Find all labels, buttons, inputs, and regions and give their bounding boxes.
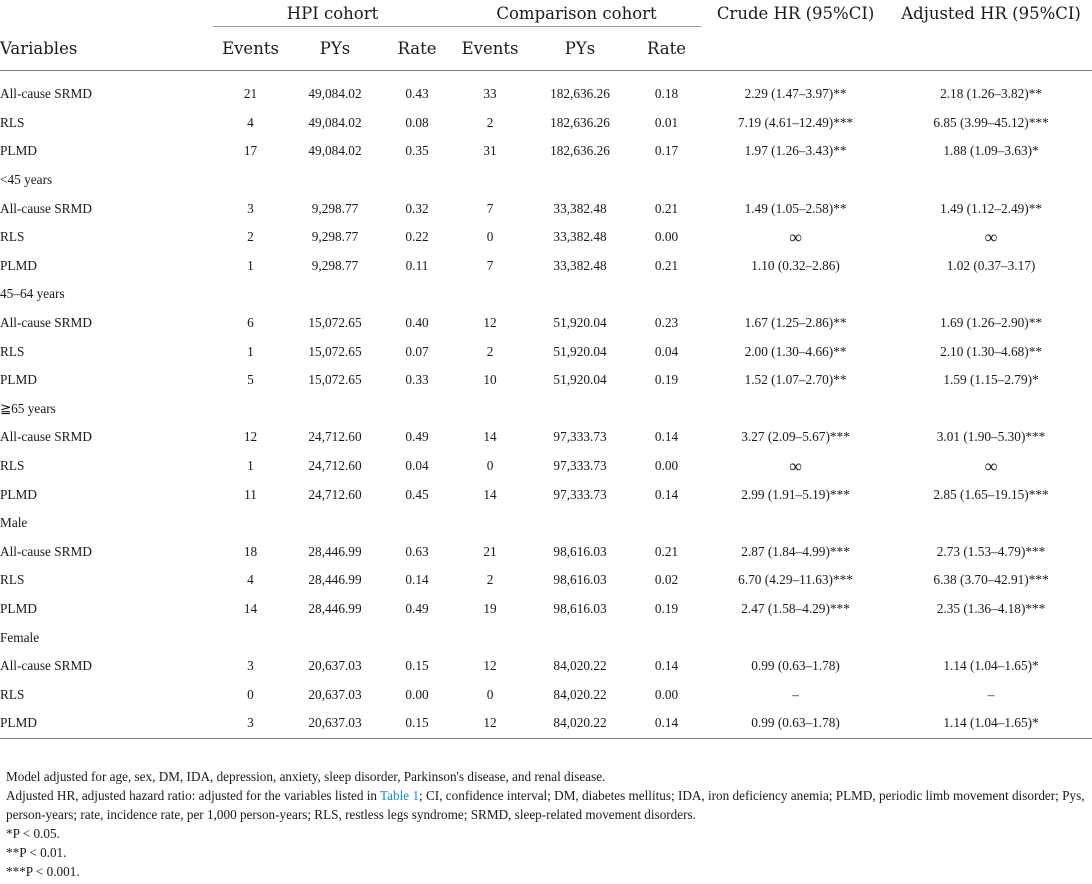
row-label: PLMD xyxy=(0,372,37,388)
hpi-pys-cell: 9,298.77 xyxy=(311,257,359,273)
hpi-pys-cell: 24,712.60 xyxy=(308,486,362,502)
comparison-pys-cell: 84,020.22 xyxy=(528,709,632,738)
rate-header: Rate xyxy=(382,27,452,71)
comparison-events-cell: 19 xyxy=(483,600,497,616)
row-label: All-cause SRMD xyxy=(0,429,92,445)
hpi-rate-cell: 0.11 xyxy=(405,257,429,273)
comparison-events-cell: 33 xyxy=(483,86,497,102)
table-row xyxy=(0,252,1092,281)
hpi-pys-cell: 24,712.60 xyxy=(308,458,362,474)
comparison-rate-cell: 0.14 xyxy=(654,658,679,674)
comparison-pys-cell: 84,020.22 xyxy=(553,686,607,702)
table-row xyxy=(0,80,1092,109)
comparison-pys-cell: 98,616.03 xyxy=(553,572,607,588)
hpi-pys-cell: 28,446.99 xyxy=(308,600,362,616)
crude-hr-cell: 1.10 (0.32–2.86) xyxy=(751,257,840,273)
hpi-events-cell: 12 xyxy=(243,429,258,445)
abbreviations-footnote xyxy=(6,786,1088,824)
comparison-events-cell: 0 xyxy=(486,229,494,245)
hpi-events-cell: 1 xyxy=(247,257,254,273)
events-header: Events xyxy=(213,27,288,71)
table1-link[interactable]: Table 1 xyxy=(380,788,420,803)
abbrev-text-rest: ; CI, confidence interval; DM, diabetes mellitus; IDA, iron deficiency anemia; PLMD, periodic limb movement disorder; Pys, person-years; rate, incidence rate, per 1,000 person-years; RLS, restless legs syndrome; SRMD, sleep-related movement disorders. xyxy=(6,788,1085,822)
comparison-cohort-header: Comparison cohort xyxy=(452,0,701,27)
hpi-events-cell: 2 xyxy=(247,229,254,245)
comparison-rate-cell: 0.17 xyxy=(654,143,679,159)
comparison-rate-cell: 0.02 xyxy=(654,572,679,588)
table-row xyxy=(0,680,1092,709)
row-label: RLS xyxy=(0,229,25,245)
comparison-pys-cell: 33,382.48 xyxy=(553,257,607,273)
hpi-pys-cell: 28,446.99 xyxy=(308,572,362,588)
p01-footnote: **P < 0.01. xyxy=(6,845,67,860)
crude-hr-cell: 1.49 (1.05–2.58)** xyxy=(744,200,847,216)
section-label: Female xyxy=(0,629,40,645)
comparison-rate-cell: 0.21 xyxy=(654,543,679,559)
table-row xyxy=(0,137,1092,166)
table-row xyxy=(0,109,1092,138)
comparison-pys-cell: 98,616.03 xyxy=(553,600,607,616)
adjusted-hr-cell: – xyxy=(987,686,995,702)
adjusted-hr-cell: ∞ xyxy=(984,226,998,247)
row-label: RLS xyxy=(0,114,25,130)
table-row xyxy=(0,452,1092,481)
adjusted-hr-cell: 1.02 (0.37–3.17) xyxy=(946,257,1036,273)
p05-footnote: *P < 0.05. xyxy=(6,826,60,841)
comparison-events-cell: 12 xyxy=(483,658,497,674)
crude-hr-cell: 3.27 (2.09–5.67)*** xyxy=(741,429,850,445)
p001-footnote: ***P < 0.001. xyxy=(6,864,80,879)
table-row xyxy=(0,538,1092,567)
table-row xyxy=(0,423,1092,452)
comparison-events-cell: 0 xyxy=(486,686,494,702)
comparison-pys-cell: 51,920.04 xyxy=(553,343,607,359)
hpi-rate-cell: 0.33 xyxy=(405,372,429,388)
hpi-rate-cell: 0.15 xyxy=(405,658,429,674)
adjusted-hr-cell: 1.59 (1.15–2.79)* xyxy=(943,372,1039,388)
abbrev-text: Adjusted HR, adjusted hazard ratio: adjusted for the variables listed in xyxy=(6,788,381,803)
table-row xyxy=(0,709,1092,738)
hpi-rate-cell: 0.45 xyxy=(405,486,429,502)
comparison-rate-cell: 0.19 xyxy=(654,600,679,616)
crude-hr-cell: 1.52 (1.07–2.70)** xyxy=(744,372,847,388)
comparison-events-cell: 0 xyxy=(486,458,494,474)
hpi-events-cell: 11 xyxy=(244,486,257,502)
hpi-rate-cell: 0.43 xyxy=(405,86,429,102)
hpi-rate-cell: 0.49 xyxy=(405,600,429,616)
comparison-pys-cell: 33,382.48 xyxy=(553,200,607,216)
adjusted-hr-cell: 2.35 (1.36–4.18)*** xyxy=(936,600,1046,616)
hpi-rate-cell: 0.08 xyxy=(405,114,429,130)
adjusted-hr-cell: 2.18 (1.26–3.82)** xyxy=(940,86,1043,102)
comparison-pys-cell: 182,636.26 xyxy=(550,143,610,159)
section-label: <45 years xyxy=(0,172,53,188)
row-label: All-cause SRMD xyxy=(0,86,92,102)
section-row xyxy=(0,280,1092,309)
section-row xyxy=(0,509,1092,538)
hpi-events-cell: 0 xyxy=(247,686,254,702)
adjusted-hr-subheader xyxy=(890,27,1092,71)
adjusted-hr-cell: ∞ xyxy=(984,455,998,476)
comparison-events-cell: 7 xyxy=(486,257,494,273)
table-row xyxy=(0,480,1092,509)
hpi-events-cell: 17 xyxy=(243,143,258,159)
adjusted-hr-cell: 6.38 (3.70–42.91)*** xyxy=(933,572,1049,588)
adjusted-hr-cell: 1.14 (1.04–1.65)* xyxy=(943,658,1039,674)
comparison-pys-cell: 51,920.04 xyxy=(553,315,607,331)
pys-header: PYs xyxy=(528,27,632,71)
crude-hr-cell: 2.29 (1.47–3.97)** xyxy=(744,86,847,102)
comparison-events-cell: 2 xyxy=(486,343,494,359)
comparison-pys-cell: 97,333.73 xyxy=(553,486,607,502)
crude-hr-header: Crude HR (95%CI) xyxy=(716,3,875,23)
crude-hr-cell: 1.97 (1.26–3.43)** xyxy=(744,143,847,159)
crude-hr-cell: 2.99 (1.91–5.19)*** xyxy=(741,486,850,502)
hpi-pys-cell: 9,298.77 xyxy=(311,229,359,245)
hpi-pys-cell: 9,298.77 xyxy=(311,200,359,216)
section-row xyxy=(0,623,1092,652)
crude-hr-cell: 0.99 (0.63–1.78) xyxy=(701,709,890,738)
adjusted-hr-cell: 3.01 (1.90–5.30)*** xyxy=(936,429,1046,445)
table-row xyxy=(0,194,1092,223)
crude-hr-cell: 7.19 (4.61–12.49)*** xyxy=(737,114,854,130)
row-label: All-cause SRMD xyxy=(0,658,92,674)
adjusted-hr-cell: 1.88 (1.09–3.63)* xyxy=(943,143,1039,159)
comparison-pys-cell: 97,333.73 xyxy=(553,429,607,445)
comparison-rate-cell: 0.19 xyxy=(654,372,679,388)
adjusted-hr-header: Adjusted HR (95%CI) xyxy=(901,3,1081,23)
comparison-events-cell: 10 xyxy=(483,372,497,388)
hpi-events-cell: 3 xyxy=(247,200,254,216)
hpi-events-cell: 3 xyxy=(247,658,254,674)
hpi-pys-cell: 15,072.65 xyxy=(308,343,362,359)
comparison-rate-cell: 0.01 xyxy=(654,114,679,130)
comparison-pys-cell: 51,920.04 xyxy=(553,372,607,388)
row-label: PLMD xyxy=(0,600,37,616)
crude-hr-cell: – xyxy=(792,686,799,702)
model-footnote: Model adjusted for age, sex, DM, IDA, depression, anxiety, sleep disorder, Parkinson's disease, and renal disease. xyxy=(6,769,606,784)
crude-hr-cell: ∞ xyxy=(789,226,802,247)
hpi-pys-cell: 49,084.02 xyxy=(308,86,362,102)
hpi-pys-cell: 49,084.02 xyxy=(308,143,362,159)
hpi-events-cell: 18 xyxy=(243,543,258,559)
comparison-pys-cell: 97,333.73 xyxy=(553,458,607,474)
adjusted-hr-cell: 1.14 (1.04–1.65)* xyxy=(890,709,1092,738)
comparison-rate-cell: 0.04 xyxy=(654,343,679,359)
hpi-rate-cell: 0.14 xyxy=(405,572,429,588)
row-label: RLS xyxy=(0,458,25,474)
table-row xyxy=(0,652,1092,681)
events-header: Events xyxy=(452,27,528,71)
hpi-pys-cell: 49,084.02 xyxy=(308,114,362,130)
comparison-events-cell: 21 xyxy=(483,543,497,559)
comparison-events-cell: 7 xyxy=(486,200,494,216)
comparison-events-cell: 14 xyxy=(483,486,497,502)
section-row xyxy=(0,395,1092,424)
hpi-cohort-header: HPI cohort xyxy=(213,0,452,27)
hpi-events-cell: 1 xyxy=(247,458,254,474)
hpi-rate-cell: 0.04 xyxy=(405,458,429,474)
comparison-events-cell: 2 xyxy=(486,572,494,588)
row-label: All-cause SRMD xyxy=(0,200,92,216)
section-row xyxy=(0,166,1092,195)
hpi-events-cell: 14 xyxy=(243,600,258,616)
hpi-rate-cell: 0.22 xyxy=(405,229,429,245)
comparison-events-cell: 12 xyxy=(452,709,528,738)
section-label: 45–64 years xyxy=(0,286,65,302)
hpi-rate-cell: 0.49 xyxy=(405,429,429,445)
hpi-rate-cell: 0.32 xyxy=(405,200,429,216)
hpi-rate-cell: 0.00 xyxy=(405,686,429,702)
row-label: RLS xyxy=(0,343,25,359)
hpi-pys-cell: 20,637.03 xyxy=(308,686,362,702)
crude-hr-cell: 2.00 (1.30–4.66)** xyxy=(744,343,847,359)
hpi-events-cell: 21 xyxy=(243,86,258,102)
table-row xyxy=(0,309,1092,338)
crude-hr-subheader xyxy=(701,27,890,71)
comparison-events-cell: 14 xyxy=(483,429,497,445)
empty-header xyxy=(0,0,213,27)
section-label: ≧65 years xyxy=(0,400,56,416)
comparison-events-cell: 12 xyxy=(483,315,497,331)
comparison-rate-cell: 0.21 xyxy=(654,257,679,273)
hpi-pys-cell: 20,637.03 xyxy=(288,709,382,738)
comparison-pys-cell: 84,020.22 xyxy=(553,658,607,674)
comparison-rate-cell: 0.14 xyxy=(654,429,679,445)
hpi-pys-cell: 28,446.99 xyxy=(308,543,362,559)
hpi-events-cell: 1 xyxy=(247,343,254,359)
rate-header: Rate xyxy=(632,27,701,71)
section-label: Male xyxy=(0,515,28,531)
adjusted-hr-cell: 1.49 (1.12–2.49)** xyxy=(940,200,1043,216)
row-label: PLMD xyxy=(0,257,37,273)
crude-hr-cell: 0.99 (0.63–1.78) xyxy=(751,658,840,674)
hpi-rate-cell: 0.15 xyxy=(382,709,452,738)
hpi-rate-cell: 0.63 xyxy=(405,543,429,559)
comparison-events-cell: 31 xyxy=(483,143,497,159)
adjusted-hr-cell: 6.85 (3.99–45.12)*** xyxy=(933,114,1049,130)
hpi-events-cell: 5 xyxy=(247,372,254,388)
comparison-pys-cell: 182,636.26 xyxy=(550,114,610,130)
comparison-rate-cell: 0.21 xyxy=(654,200,679,216)
comparison-rate-cell: 0.23 xyxy=(654,315,679,331)
crude-hr-cell: 2.47 (1.58–4.29)*** xyxy=(741,600,850,616)
crude-hr-cell: 2.87 (1.84–4.99)*** xyxy=(741,543,850,559)
row-label: All-cause SRMD xyxy=(0,315,92,331)
hpi-events-cell: 4 xyxy=(247,114,254,130)
table-row xyxy=(0,566,1092,595)
row-label: RLS xyxy=(0,572,25,588)
comparison-pys-cell: 182,636.26 xyxy=(550,86,610,102)
hpi-rate-cell: 0.35 xyxy=(405,143,429,159)
group-header-row xyxy=(0,0,1092,27)
adjusted-hr-cell: 2.73 (1.53–4.79)*** xyxy=(936,543,1046,559)
comparison-rate-cell: 0.18 xyxy=(654,86,679,102)
hpi-pys-cell: 20,637.03 xyxy=(308,658,362,674)
comparison-rate-cell: 0.00 xyxy=(654,458,679,474)
crude-hr-cell: ∞ xyxy=(789,455,802,476)
table-row xyxy=(0,223,1092,252)
hpi-pys-cell: 24,712.60 xyxy=(308,429,362,445)
adjusted-hr-cell: 1.69 (1.26–2.90)** xyxy=(940,315,1043,331)
adjusted-hr-cell: 2.85 (1.65–19.15)*** xyxy=(933,486,1049,502)
adjusted-hr-cell: 2.10 (1.30–4.68)** xyxy=(940,343,1043,359)
hpi-events-cell: 6 xyxy=(247,315,254,331)
row-label: PLMD xyxy=(0,709,213,738)
table-footnotes xyxy=(6,767,1088,881)
table-row xyxy=(0,595,1092,624)
table-row xyxy=(0,366,1092,395)
comparison-rate-cell: 0.00 xyxy=(654,686,679,702)
comparison-pys-cell: 33,382.48 xyxy=(553,229,607,245)
hpi-rate-cell: 0.40 xyxy=(405,315,429,331)
hpi-rate-cell: 0.07 xyxy=(405,343,429,359)
crude-hr-cell: 6.70 (4.29–11.63)*** xyxy=(738,572,853,588)
comparison-rate-cell: 0.14 xyxy=(632,709,701,738)
comparison-rate-cell: 0.00 xyxy=(654,229,679,245)
variables-header: Variables xyxy=(0,27,213,71)
pys-header: PYs xyxy=(288,27,382,71)
row-label: PLMD xyxy=(0,143,37,159)
row-label: RLS xyxy=(0,686,25,702)
hpi-pys-cell: 15,072.65 xyxy=(308,372,362,388)
crude-hr-cell: 1.67 (1.25–2.86)** xyxy=(744,315,847,331)
hpi-events-cell: 4 xyxy=(247,572,254,588)
row-label: All-cause SRMD xyxy=(0,543,92,559)
comparison-pys-cell: 98,616.03 xyxy=(553,543,607,559)
table-row xyxy=(0,337,1092,366)
column-header-row xyxy=(0,27,1092,71)
comparison-rate-cell: 0.14 xyxy=(654,486,679,502)
hpi-pys-cell: 15,072.65 xyxy=(308,315,362,331)
hpi-events-cell: 3 xyxy=(213,709,288,738)
table-body xyxy=(0,71,1092,739)
row-label: PLMD xyxy=(0,486,37,502)
comparison-events-cell: 2 xyxy=(486,114,494,130)
